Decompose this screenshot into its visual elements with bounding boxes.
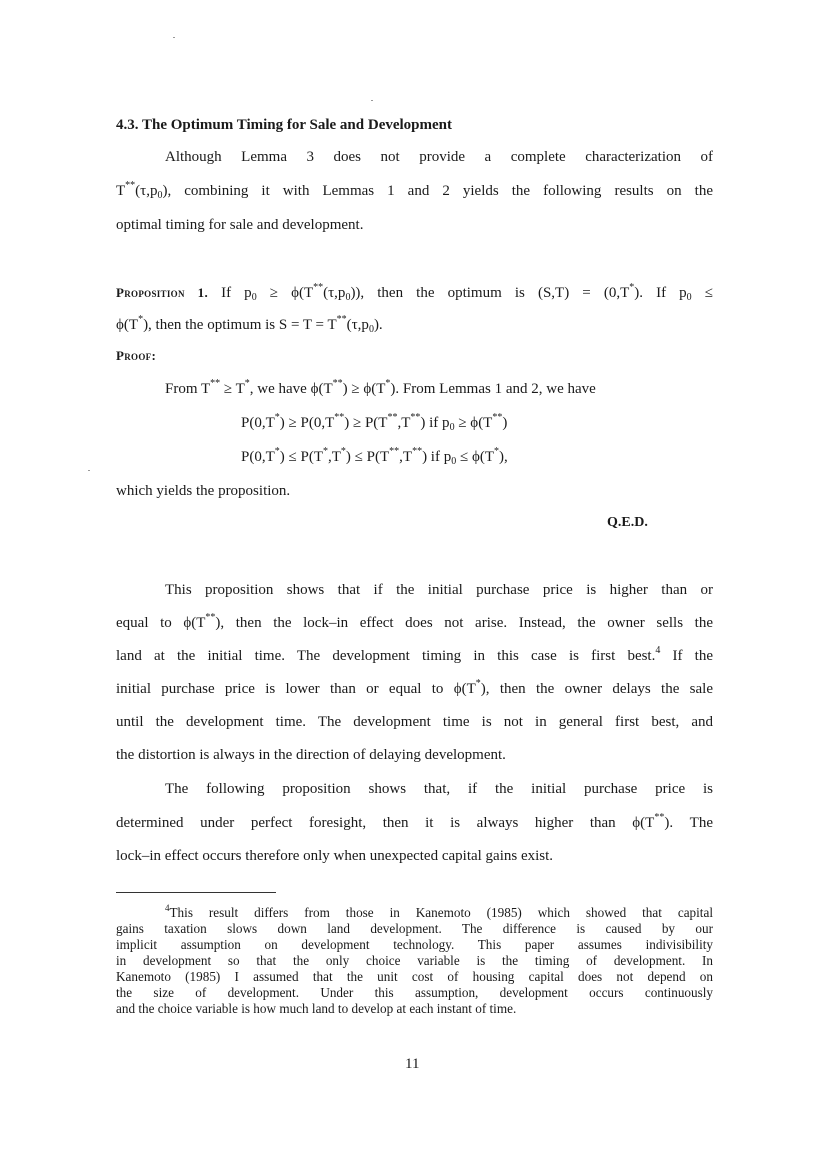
proof-equation-2: P(0,T*) ≤ P(T*,T*) ≤ P(T**,T**) if $p_0 \le \phi(T^*)$, <box>241 446 508 467</box>
intro-line-1: Although Lemma 3 does not provide a complete characterization of <box>165 149 713 165</box>
discussion-line-2: equal to ϕ(T**), then the lock–in effect does not arise. Instead, the owner sells the <box>116 612 713 631</box>
proof-equation-1: P(0,T*) ≥ P(0,T**) ≥ P(T**,T**) if $p_0 \ge \phi(T^{**})$ <box>241 412 508 433</box>
footnote-line-4: in development so that the only choice variable is the timing of development. In <box>116 953 713 968</box>
discussion-line-6: the distortion is always in the direction of delaying development. <box>116 747 506 763</box>
scan-speck <box>88 470 90 471</box>
scan-speck <box>173 37 175 38</box>
qed-mark: Q.E.D. <box>607 515 648 530</box>
proposition-line-1: Proposition 1. If $p_0 \ge \phi(T^{**}(\tau,p_0))$, then the optimum is (S,T) = (0,T*). If $p_0$ ≤ <box>116 282 713 303</box>
scan-speck <box>371 100 373 101</box>
following-line-1: The following proposition shows that, if the initial purchase price is <box>165 781 713 797</box>
footnote-line-5: Kanemoto (1985) I assumed that the unit cost of housing capital does not depend on <box>116 969 713 984</box>
proof-label-line <box>116 346 156 366</box>
page-number: 11 <box>405 1056 420 1072</box>
footnote-line-1: $^4$This result differs from those in Kanemoto (1985) which showed that capital <box>165 903 713 920</box>
footnote-line-2: gains taxation slows down land development. The difference is caused by our <box>116 921 713 936</box>
proof-line-1: From T** ≥ T*, we have ϕ(T**) ≥ ϕ(T*). From Lemmas 1 and 2, we have <box>165 378 596 397</box>
intro-line-3: optimal timing for sale and development. <box>116 217 364 233</box>
proof-conclusion: which yields the proposition. <box>116 483 291 499</box>
discussion-line-3: land at the initial time. The development timing in this case is first best.$^4$ If the <box>116 645 713 664</box>
discussion-line-5: until the development time. The development time is not in general first best, and <box>116 714 713 730</box>
footnote-separator <box>116 892 276 893</box>
section-title: 4.3. The Optimum Timing for Sale and Development <box>116 117 453 133</box>
proposition-line-2: ϕ(T*), then the optimum is $S = T = T^{**}(\tau,p_0)$. <box>116 314 383 335</box>
footnote-line-3: implicit assumption on development technology. This paper assumes indivisibility <box>116 937 713 952</box>
discussion-line-4: initial purchase price is lower than or equal to ϕ(T*), then the owner delays the sale <box>116 678 713 697</box>
following-line-3: lock–in effect occurs therefore only when unexpected capital gains exist. <box>116 848 554 864</box>
intro-line-2: $T^{**}(\tau,p_0)$, combining it with Lemmas 1 and 2 yields the following results on the <box>116 180 713 201</box>
footnote-line-6: the size of development. Under this assumption, development occurs continuously <box>116 985 713 1000</box>
following-line-2: determined under perfect foresight, then it is always higher than ϕ(T**). The <box>116 812 713 831</box>
footnote-ref-4: 4 <box>655 645 661 656</box>
proof-label: Proof: <box>116 348 157 363</box>
footnote-line-7: and the choice variable is how much land to develop at each instant of time. <box>116 1001 517 1016</box>
discussion-line-1: This proposition shows that if the initial purchase price is higher than or <box>165 582 713 598</box>
proposition-label: Proposition 1. <box>116 285 208 300</box>
